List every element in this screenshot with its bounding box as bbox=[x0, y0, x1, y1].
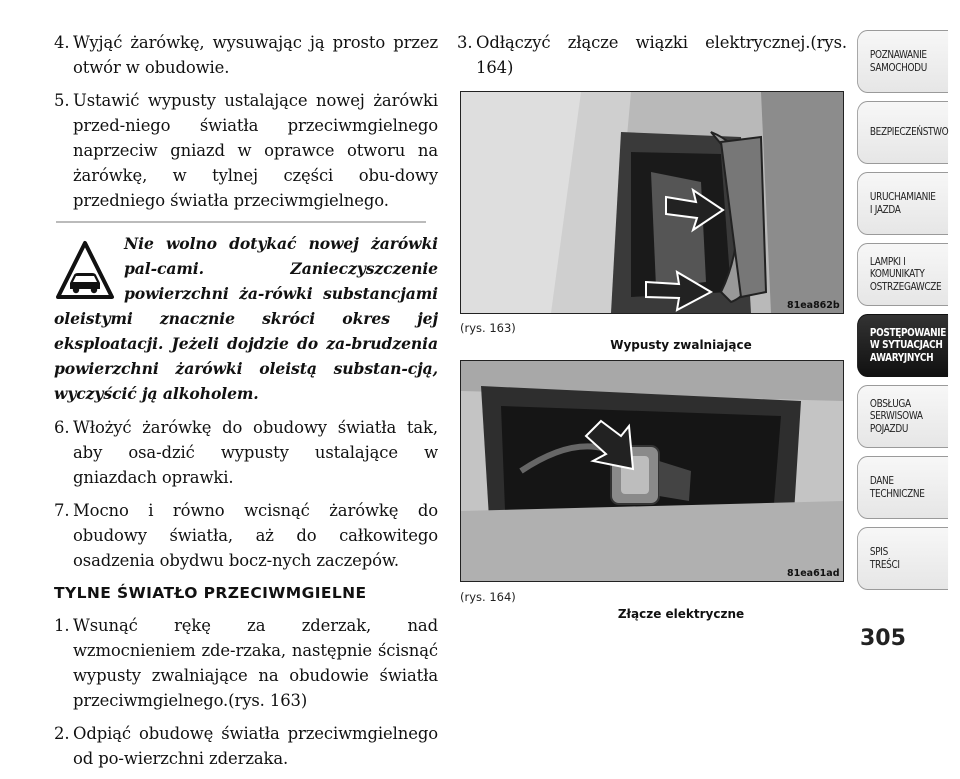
step-4 bbox=[54, 30, 438, 80]
figure-reference: (rys. 163) bbox=[460, 321, 516, 335]
tab-uruchamianie-i-jazda[interactable] bbox=[857, 172, 948, 235]
figure-caption: Złącze elektryczne bbox=[617, 607, 745, 621]
tab-postepowanie-w-sytuacjach-awaryjnych[interactable] bbox=[857, 314, 948, 377]
tab-poznawanie-samochodu[interactable] bbox=[857, 30, 948, 93]
step-number: 2. bbox=[54, 724, 70, 743]
step-text: Ustawić wypusty ustalające nowej żarówki przed-niego światła przeciwmgielnego naprzeciw gniazd w oprawce otworu na żarówkę, w tylnej części obu-dowy przedniego światła przeciwmgielnego. bbox=[73, 91, 438, 210]
step-7 bbox=[54, 498, 438, 573]
tab-label: SPIS bbox=[869, 546, 888, 558]
tab-label: OSTRZEGAWCZE bbox=[869, 280, 942, 293]
tab-bezpieczenstwo[interactable] bbox=[857, 101, 948, 164]
step-number: 4. bbox=[54, 33, 70, 52]
tab-spis-tresci[interactable] bbox=[857, 527, 948, 590]
section-heading: TYLNE ŚWIATŁO PRZECIWMGIELNE bbox=[54, 584, 367, 602]
figure-code: 81ea862b bbox=[787, 300, 840, 311]
tab-label: KOMUNIKATY bbox=[869, 268, 925, 281]
warning-divider bbox=[56, 221, 426, 223]
figure-caption: Wypusty zwalniające bbox=[610, 338, 752, 352]
tab-lampki-i-komunikaty[interactable] bbox=[857, 243, 948, 306]
figure-code: 81ea61ad bbox=[787, 568, 840, 579]
step-5 bbox=[54, 88, 438, 213]
tab-label: SERWISOWA bbox=[869, 410, 923, 423]
tab-label: BEZPIECZEŃSTWO bbox=[869, 126, 949, 139]
left-column bbox=[54, 30, 438, 779]
figure-reference: (rys. 164) bbox=[460, 590, 516, 604]
tab-label: LAMPKI I bbox=[869, 255, 906, 268]
step-number: 7. bbox=[54, 501, 70, 520]
step-text: Odłączyć złącze wiązki elektrycznej.(rys. 164) bbox=[476, 33, 847, 77]
tab-label: TECHNICZNE bbox=[869, 487, 925, 500]
step-text: Wyjąć żarówkę, wysuwając ją prosto przez otwór w obudowie. bbox=[73, 33, 438, 77]
step-number: 6. bbox=[54, 418, 70, 437]
step-text: Odpiąć obudowę światła przeciwmgielnego od po-wierzchni zderzaka. bbox=[73, 724, 438, 768]
tab-dane-techniczne[interactable] bbox=[857, 456, 948, 519]
tab-label: URUCHAMIANIE bbox=[869, 191, 936, 203]
car-warning-icon bbox=[54, 237, 116, 303]
tab-label: DANE bbox=[869, 475, 894, 487]
step-text: Włożyć żarówkę do obudowy światła tak, aby osa-dzić wypusty ustalające w gniazdach oprawki. bbox=[73, 418, 438, 487]
tab-obsluga-serwisowa[interactable] bbox=[857, 385, 948, 448]
tab-label: POSTĘPOWANIE bbox=[869, 326, 946, 339]
tab-label: TREŚCI bbox=[869, 558, 900, 571]
rear-step-2 bbox=[54, 721, 438, 771]
chapter-tabs bbox=[857, 30, 949, 598]
tab-label: POJAZDU bbox=[869, 422, 909, 435]
warning-box bbox=[54, 231, 438, 406]
tab-label: OBSŁUGA bbox=[869, 397, 911, 410]
tab-label: SAMOCHODU bbox=[869, 61, 927, 74]
rear-step-3 bbox=[457, 30, 847, 80]
figure-electrical-connector bbox=[460, 360, 844, 582]
step-number: 1. bbox=[54, 616, 70, 635]
tab-label: AWARYJNYCH bbox=[869, 351, 934, 364]
tab-label: W SYTUACJACH bbox=[869, 339, 943, 352]
step-text: Mocno i równo wcisnąć żarówkę do obudowy światła, aż do całkowitego osadzenia obydwu bocz-nych zaczepów. bbox=[73, 501, 438, 570]
right-column bbox=[457, 30, 847, 88]
figure-release-tabs bbox=[460, 91, 844, 314]
step-number: 5. bbox=[54, 91, 70, 110]
tab-label: POZNAWANIE bbox=[869, 49, 927, 61]
warning-text: Nie wolno dotykać nowej żarówki pal-cami. Zanieczyszczenie powierzchni ża-rówki substancjami oleistymi znacznie skróci okres jej eksploatacji. Jeżeli dojdzie do za-brudzenia powierzchni żarówki oleistą substan-cją, wyczyścić ją alkoholem. bbox=[54, 234, 438, 403]
step-text: Wsunąć rękę za zderzak, nad wzmocnieniem zde-rzaka, następnie ścisnąć wypusty zwalniające na obudowie światła przeciwmgielnego.(rys. 163) bbox=[73, 616, 438, 710]
tab-label: I JAZDA bbox=[869, 203, 901, 216]
page-number: 305 bbox=[860, 626, 906, 651]
step-6 bbox=[54, 415, 438, 490]
step-number: 3. bbox=[457, 33, 473, 52]
rear-step-1 bbox=[54, 613, 438, 713]
